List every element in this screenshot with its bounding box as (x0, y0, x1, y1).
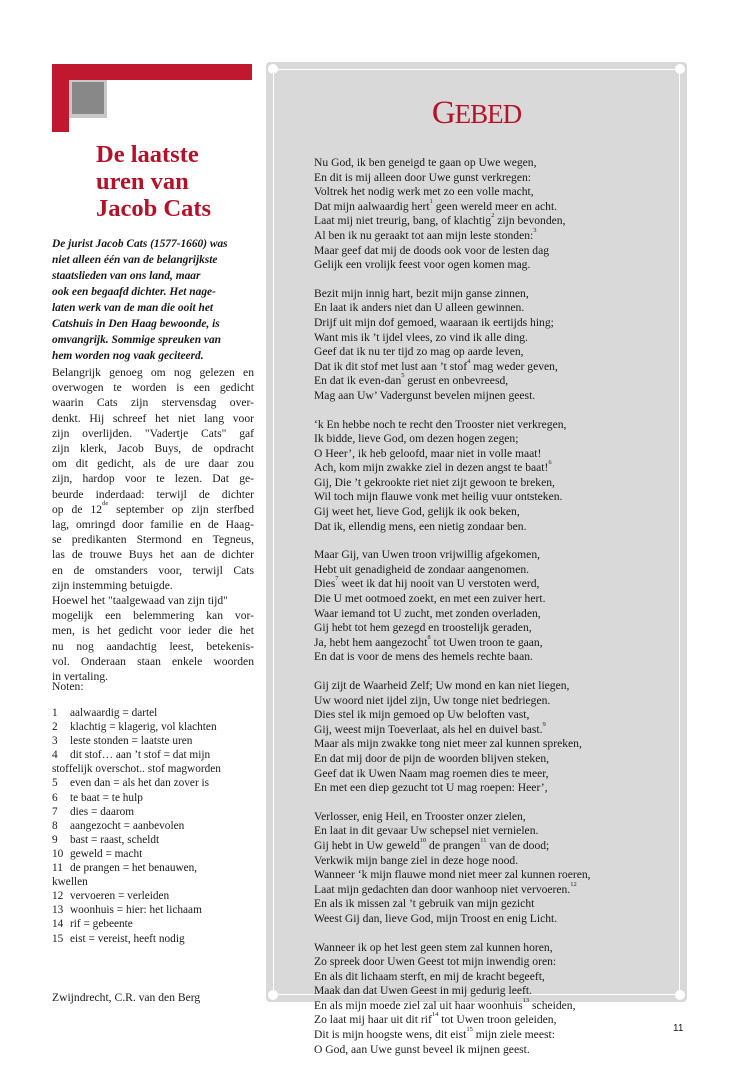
body-line: zijn klerk, Jacob Buys, de opdracht (52, 442, 254, 456)
poem-line: Ja, hebt hem aangezocht$^8$ tot Uwen troon te gaan, (314, 633, 543, 649)
notes-list (52, 706, 254, 946)
poem-line: Maar geef dat mij de doods ook voor de lesten dag (314, 243, 550, 257)
poem-line: Maar als mijn zwakke tong niet meer zal kunnen spreken, (314, 737, 582, 751)
intro-line: staatslieden van ons land, maar (52, 270, 201, 282)
note-text: eist = vereist, heeft nodig (70, 932, 185, 945)
poem-line: Gij, weest mijn Toeverlaat, als hel en duivel bast.$^9$ (314, 720, 546, 736)
author-signature: Zwijndrecht, C.R. van den Berg (52, 991, 201, 1004)
stanza-gap (314, 273, 654, 287)
poem-line: Dat ik dit stof met lust aan ’t stof$^4$ mag weder geven, (314, 357, 558, 373)
body-line: zijn, hardop voor te lezen. Dat ge- (52, 472, 254, 486)
header-gray-square-inner (72, 82, 104, 114)
notes-heading: Noten: (52, 680, 84, 693)
title-line: De laatste (96, 141, 199, 168)
header-accent-side (52, 80, 69, 132)
note-continuation: stoffelijk overschot.. stof mag (52, 763, 188, 776)
poem-line: Gij hebt tot hem gezegd en troostelijk geraden, (314, 621, 532, 635)
note-number: 11 (52, 862, 63, 875)
footnote-ref: 2 (491, 212, 495, 220)
note-text: bast = raast, scheldt (70, 833, 160, 846)
body-line: nu nog aandachtig leest, betekenis- (52, 639, 254, 653)
note-item (52, 847, 254, 861)
body-line: overwogen te worden is een gedicht (52, 381, 254, 395)
poem-line: Dat ik, ellendig mens, een nietig zondaar ben. (314, 519, 527, 533)
poem-line: Al ben ik nu geraakt tot aan mijn leste stonden:$^3$ (314, 226, 537, 242)
poem-line: Dat mijn aalwaardig hert$^1$ geen wereld meer en acht. (314, 197, 558, 213)
note-number: 3 (52, 735, 58, 748)
poem-line: O God, aan Uwe gunst beveel ik mijnen geest. (314, 1042, 530, 1056)
note-continuation: worden (187, 763, 221, 776)
stanza-gap (314, 534, 654, 548)
footnote-ref: 15 (466, 1026, 473, 1034)
body-line: om dit gedicht, als de ure daar zou (52, 457, 254, 471)
body-line: lag, omringd door familie en de Haag- (52, 518, 254, 532)
note-text: aalwaardig = dartel (70, 707, 158, 719)
note-item (52, 903, 254, 917)
note-item (52, 917, 254, 931)
poem-line: Geef dat ik Uwen Naam mag roemen dies te meer, (314, 766, 549, 780)
note-number: 12 (52, 890, 64, 903)
body-line: zijn overlijden. "Vadertje Cats" gaf (52, 426, 254, 440)
note-number: 7 (52, 805, 58, 818)
intro-line: laten werk van de man die ooit het (52, 302, 214, 314)
poem-line: Verkwik mijn bange ziel in deze hoge nood. (314, 853, 519, 867)
note-text: klachtig = klagerig, vol klachten (70, 721, 217, 734)
poem-line: En dat is voor de mens des hemels rechte baan. (314, 650, 533, 664)
note-item (52, 734, 254, 748)
note-number: 14 (52, 918, 64, 931)
poem-line: Ach, kom mijn zwakke ziel in dezen angst te baat!$^6$ (314, 459, 552, 475)
title-line: uren van (96, 168, 189, 195)
body-line: waarin Cats zijn stervensdag over- (52, 396, 254, 410)
poem-line: Maak dan dat Uwen Geest in mij gedurig leeft. (314, 984, 532, 998)
poem-line: Drijf uit mijn dof gemoed, waaraan ik eertijds hing; (314, 315, 554, 329)
header-accent-bar (52, 64, 252, 80)
footnote-ref: 14 (431, 1011, 439, 1019)
poem-line: Hebt uit genadigheid de zondaar aangenomen. (314, 562, 530, 576)
note-item (52, 932, 254, 946)
footnote-ref: 6 (548, 459, 552, 467)
note-number: 1 (52, 707, 58, 719)
note-item (52, 805, 254, 819)
note-number: 8 (52, 819, 58, 832)
body-line: men, is het gedicht voor ieder die het (52, 624, 254, 638)
note-text: te baat = te hulp (70, 791, 143, 804)
stanza-gap (314, 665, 654, 679)
body-line: denkt. Hij schreef het niet lang voor (52, 411, 254, 425)
note-number: 10 (52, 847, 64, 860)
body-line: in vertaling. (52, 670, 109, 684)
note-continuation: kwellen (52, 876, 88, 889)
stanza-gap (314, 927, 654, 941)
stanza-gap (314, 404, 654, 418)
poem-line: Laat mij niet treurig, bang, of klachtig$^2$ zijn bevonden, (314, 212, 566, 228)
body-line: se predikanten Stermond en Tegneus, (52, 533, 254, 547)
footnote-ref: 12 (570, 880, 577, 888)
note-text: aangezocht = aanbevolen (70, 819, 185, 832)
poem-line: Laat mijn gedachten dan door wanhoop niet vervoeren.$^{12}$ (314, 880, 577, 896)
footnote-ref: 1 (429, 197, 433, 205)
poem-line: En laat in dit gevaar Uw schepsel niet vernielen. (314, 824, 539, 838)
title-line: Jacob Cats (96, 195, 212, 222)
note-item (52, 720, 254, 734)
note-number: 9 (52, 833, 58, 846)
poem-line: Voltrek het nodig werk met zo een volle macht, (314, 185, 534, 199)
poem-line: En als mijn moede ziel zal uit haar woonhuis$^{13}$ scheiden, (314, 996, 576, 1012)
poem-line: En dat ik even-dan$^5$ gerust en onbevreesd, (314, 372, 509, 388)
intro-line: niet alleen één van de belangrijkste (52, 254, 218, 266)
poem-line: Weest Gij dan, lieve God, mijn Troost en enig Licht. (314, 911, 558, 925)
footnote-ref: 4 (467, 357, 471, 365)
stanza-gap (314, 796, 654, 810)
body-line: vol. Onderaan staan enkele woorden (52, 654, 254, 668)
intro-line: omvangrijk. Sommige spreuken van (52, 334, 221, 346)
body-line: Belangrijk genoeg om nog gelezen en (52, 366, 254, 379)
page-number: 11 (673, 1023, 684, 1034)
note-item (52, 861, 254, 875)
poem-line: Verlosser, enig Heil, en Trooster onzer zielen, (314, 809, 526, 823)
note-text: geweld = macht (70, 847, 143, 860)
poem-line: Waar iemand tot U zucht, met zonden overladen, (314, 606, 541, 620)
note-number: 4 (52, 749, 58, 762)
poem-line: Geef dat ik nu ter tijd zo mag op aarde leven, (314, 345, 524, 359)
note-text: dies = daarom (70, 805, 135, 818)
note-item (52, 819, 254, 833)
note-item (52, 833, 254, 847)
note-number: 15 (52, 932, 64, 945)
corner-ornament (675, 64, 685, 74)
note-text: dit stof… aan ’t stof = dat mijn (70, 749, 211, 762)
poem-line: Wanneer ik op het lest geen stem zal kunnen horen, (314, 940, 553, 954)
article-title (96, 141, 252, 222)
body-line: beurde inderdaad: terwijl de dichter (52, 487, 254, 501)
poem-line: Gij, Die ’t gekrookte riet niet zijt gewoon te breken, (314, 475, 555, 489)
poem-line: En dit is mij alleen door Uwe gunst verkregen: (314, 170, 532, 184)
ordinal-suffix: de (102, 499, 109, 507)
note-item (52, 889, 254, 903)
footnote-ref: 7 (335, 575, 339, 583)
footnote-ref: 9 (542, 720, 546, 728)
footnote-ref: 8 (427, 633, 431, 641)
note-text: rif = gebeente (70, 918, 133, 931)
poem-line: Dit is mijn hoogste wens, dit eist$^{15}$ mijn ziele meest: (314, 1026, 555, 1042)
body-line: zijn instemming betuigde. (52, 578, 173, 592)
body-line: op de 12de september op zijn sterfbed (52, 499, 254, 516)
article-intro (52, 236, 254, 364)
poem-line: En als ik missen zal ’t gebruik van mijn gezicht (314, 897, 535, 911)
poem-line: Die U met ootmoed zoekt, en met een zuiver hert. (314, 592, 546, 606)
poem-line: Gij zijt de Waarheid Zelf; Uw mond en kan niet liegen, (314, 679, 570, 692)
poem-line: En met een diep gezucht tot U mag roepen: Heer’, (314, 781, 548, 795)
corner-ornament (675, 990, 685, 1000)
poem-title: GEBED (431, 95, 522, 131)
poem-line: Gelijk een vrolijk feest voor ogen komen mag. (314, 258, 531, 272)
footnote-ref: 10 (419, 836, 427, 844)
intro-line: ook een begaafd dichter. Het nage- (52, 286, 216, 298)
note-number: 2 (52, 721, 58, 734)
poem-line: Want mis ik ’t ijdel vlees, zo vind ik alle ding. (314, 330, 528, 344)
article-body (52, 365, 254, 684)
poem-line: Zo spreek door Uwen Geest tot mijn inwendig oren: (314, 955, 557, 969)
corner-ornament (268, 990, 278, 1000)
note-text: vervoeren = verleiden (70, 890, 170, 903)
note-text: even dan = als het dan zover is (70, 777, 210, 790)
note-item (52, 776, 254, 790)
body-line: mogelijk een belemmering kan vor- (52, 609, 254, 623)
poem-line: Wil toch mijn flauwe vonk met heilig vuur ontsteken. (314, 490, 563, 504)
poem-line: Bezit mijn innig hart, bezit mijn ganse zinnen, (314, 286, 529, 300)
poem-line: Zo laat mij haar uit dit rif$^{14}$ tot Uwen troon geleiden, (314, 1011, 557, 1027)
note-number: 5 (52, 777, 58, 790)
note-text: woonhuis = hier: het lichaam (70, 904, 202, 917)
poem-line: Gij hebt in Uw geweld$^{10}$ de prangen$^{11}$ van de dood; (314, 836, 550, 852)
note-text: leste stonden = laatste uren (70, 735, 193, 748)
poem-line: Uw woord niet ijdel zijn, Uw tonge niet bedriegen. (314, 693, 551, 707)
footnote-ref: 13 (522, 996, 530, 1004)
note-item (52, 791, 254, 805)
note-text: de prangen = het benauwen, (70, 862, 198, 875)
poem-line: Dies stel ik mijn gemoed op Uw beloften vast, (314, 708, 530, 722)
poem-line: O Heer’, ik heb geloofd, maar niet in volle maat! (314, 446, 542, 460)
poem-body (314, 156, 654, 1057)
poem-line: Ik bidde, lieve God, om dezen hogen zegen; (314, 432, 519, 446)
note-item (52, 748, 254, 762)
footnote-ref: 3 (533, 226, 537, 234)
footnote-ref: 5 (401, 372, 405, 380)
intro-line: Catshuis in Den Haag bewoonde, is (52, 318, 220, 330)
poem-line: Mag aan Uw’ Vadergunst bevelen mijnen geest. (314, 388, 536, 402)
body-line: Hoewel het "taalgewaad van zijn tijd" (52, 594, 228, 608)
poem-line: Nu God, ik ben geneigd te gaan op Uwe wegen, (314, 156, 537, 169)
poem-line: Wanneer ‘k mijn flauwe mond niet meer zal kunnen roeren, (314, 868, 591, 882)
note-number: 6 (52, 791, 58, 804)
poem-line: Gij weet het, lieve God, gelijk ik ook beken, (314, 505, 520, 519)
note-item (52, 706, 254, 720)
intro-line: hem worden nog vaak geciteerd. (52, 350, 204, 362)
poem-line: Maar Gij, van Uwen troon vrijwillig afgekomen, (314, 548, 541, 562)
footnote-ref: 11 (480, 836, 487, 844)
body-line: las de trouwe Buys het aan de dichter (52, 548, 254, 562)
poem-line: ‘k En hebbe noch te recht den Trooster niet verkregen, (314, 417, 567, 431)
corner-ornament (268, 64, 278, 74)
poem-line: En als dit lichaam sterft, en mij de kracht begeeft, (314, 969, 545, 983)
poem-line: En laat ik anders niet dan U alleen gewinnen. (314, 301, 525, 315)
intro-line: De jurist Jacob Cats (1577-1660) was (52, 238, 228, 250)
note-number: 13 (52, 904, 64, 917)
poem-line: En dat mij door de pijn de woorden blijven steken, (314, 751, 550, 765)
body-line: en de omstanders voor, terwijl Cats (52, 563, 254, 577)
poem-line: Dies$^7$ weet ik dat hij nooit van U verstoten werd, (314, 575, 540, 591)
